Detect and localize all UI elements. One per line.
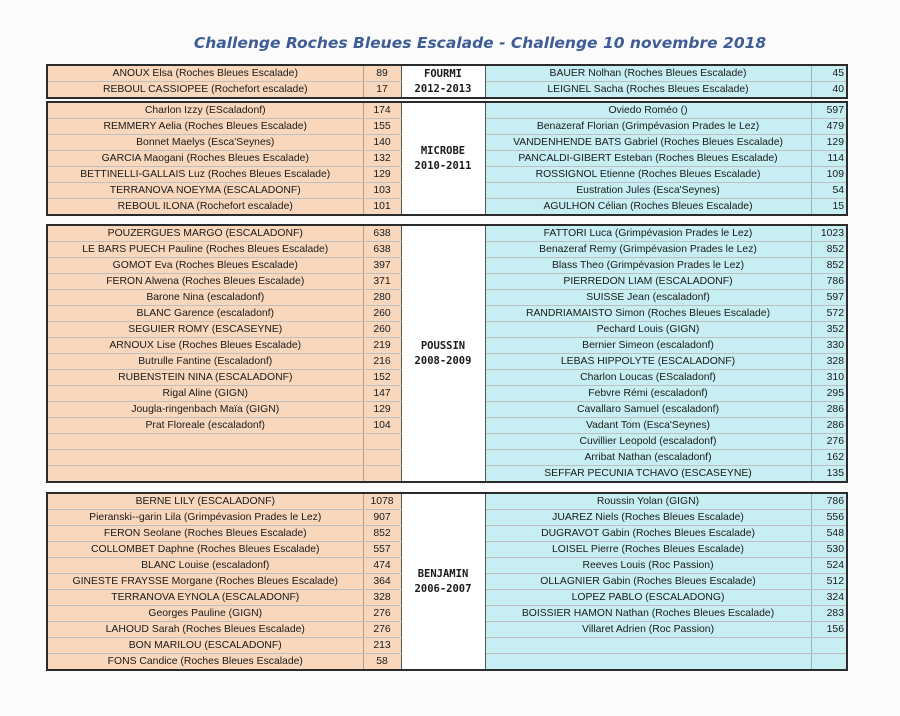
girl-score-cell: 474 (363, 558, 401, 574)
boy-name-cell: AGULHON Célian (Roches Bleues Escalade) (485, 199, 811, 216)
category-years: 2012-2013 (414, 82, 472, 95)
girl-name-cell: POUZERGUES MARGO (ESCALADONF) (47, 225, 363, 242)
girl-name-cell: Charlon Izzy (EScaladonf) (47, 102, 363, 119)
girl-name-cell (47, 434, 363, 450)
category-table-fourmi (46, 64, 848, 99)
girl-name-cell: Bonnet Maelys (Esca'Seynes) (47, 135, 363, 151)
category-name: FOURMI (424, 67, 462, 80)
category-label (401, 65, 485, 98)
boy-name-cell: BOISSIER HAMON Nathan (Roches Bleues Escalade) (485, 606, 811, 622)
girl-score-cell: 280 (363, 290, 401, 306)
girl-score-cell: 132 (363, 151, 401, 167)
girl-name-cell: FONS Candice (Roches Bleues Escalade) (47, 654, 363, 671)
girl-name-cell: Barone Nina (escaladonf) (47, 290, 363, 306)
category-label (401, 493, 485, 670)
boy-name-cell: Eustration Jules (Esca'Seynes) (485, 183, 811, 199)
girl-score-cell: 276 (363, 622, 401, 638)
boy-score-cell: 324 (811, 590, 847, 606)
girl-name-cell: LAHOUD Sarah (Roches Bleues Escalade) (47, 622, 363, 638)
boy-score-cell: 479 (811, 119, 847, 135)
girl-score-cell (363, 466, 401, 483)
girl-score-cell: 371 (363, 274, 401, 290)
girl-score-cell: 174 (363, 102, 401, 119)
girl-name-cell: Prat Floreale (escaladonf) (47, 418, 363, 434)
girl-score-cell: 155 (363, 119, 401, 135)
boy-score-cell: 54 (811, 183, 847, 199)
girl-name-cell: GINESTE FRAYSSE Morgane (Roches Bleues Escalade) (47, 574, 363, 590)
girl-score-cell: 219 (363, 338, 401, 354)
boy-name-cell: VANDENHENDE BATS Gabriel (Roches Bleues Escalade) (485, 135, 811, 151)
boy-score-cell: 524 (811, 558, 847, 574)
boy-name-cell: Vadant Tom (Esca'Seynes) (485, 418, 811, 434)
table-row (47, 493, 847, 510)
girl-name-cell: BLANC Louise (escaladonf) (47, 558, 363, 574)
girl-name-cell: GOMOT Eva (Roches Bleues Escalade) (47, 258, 363, 274)
category-years: 2008-2009 (414, 354, 472, 367)
category-table-microbe (46, 101, 848, 216)
category-table-benjamin (46, 492, 848, 671)
girl-name-cell: SEGUIER ROMY (ESCASEYNE) (47, 322, 363, 338)
boy-name-cell: ROSSIGNOL Etienne (Roches Bleues Escalade) (485, 167, 811, 183)
boy-score-cell: 109 (811, 167, 847, 183)
girl-score-cell: 103 (363, 183, 401, 199)
boy-score-cell: 310 (811, 370, 847, 386)
category-name: BENJAMIN (417, 567, 469, 580)
boy-score-cell: 286 (811, 418, 847, 434)
girl-name-cell: ANOUX Elsa (Roches Bleues Escalade) (47, 65, 363, 82)
girl-name-cell: RUBENSTEIN NINA (ESCALADONF) (47, 370, 363, 386)
boy-score-cell: 786 (811, 493, 847, 510)
girl-name-cell: GARCIA Maogani (Roches Bleues Escalade) (47, 151, 363, 167)
category-label (401, 225, 485, 482)
girl-score-cell: 328 (363, 590, 401, 606)
boy-score-cell: 597 (811, 102, 847, 119)
girl-score-cell: 104 (363, 418, 401, 434)
girl-score-cell: 852 (363, 526, 401, 542)
boy-score-cell: 556 (811, 510, 847, 526)
girl-score-cell: 101 (363, 199, 401, 216)
table-row (47, 65, 847, 82)
boy-name-cell: Cavallaro Samuel (escaladonf) (485, 402, 811, 418)
boy-score-cell: 283 (811, 606, 847, 622)
boy-name-cell (485, 654, 811, 671)
boy-score-cell: 135 (811, 466, 847, 483)
boy-score-cell: 40 (811, 82, 847, 99)
girl-score-cell: 89 (363, 65, 401, 82)
boy-name-cell: JUAREZ Niels (Roches Bleues Escalade) (485, 510, 811, 526)
girl-name-cell: BLANC Garence (escaladonf) (47, 306, 363, 322)
girl-name-cell: REBOUL CASSIOPEE (Rochefort escalade) (47, 82, 363, 99)
girl-score-cell: 216 (363, 354, 401, 370)
page-title: Challenge Roches Bleues Escalade - Challenge 10 novembre 2018 (193, 34, 767, 52)
girl-score-cell: 907 (363, 510, 401, 526)
girl-score-cell: 276 (363, 606, 401, 622)
girl-name-cell: REBOUL ILONA (Rochefort escalade) (47, 199, 363, 216)
category-name: MICROBE (420, 144, 466, 157)
girl-name-cell: FERON Seolane (Roches Bleues Escalade) (47, 526, 363, 542)
girl-name-cell: BON MARILOU (ESCALADONF) (47, 638, 363, 654)
girl-score-cell: 147 (363, 386, 401, 402)
boy-name-cell: Benazeraf Florian (Grimpévasion Prades le Lez) (485, 119, 811, 135)
boy-score-cell: 45 (811, 65, 847, 82)
boy-score-cell: 276 (811, 434, 847, 450)
girl-score-cell: 17 (363, 82, 401, 99)
girl-score-cell: 557 (363, 542, 401, 558)
girl-score-cell: 260 (363, 322, 401, 338)
category-label (401, 102, 485, 215)
table-row (47, 225, 847, 242)
boy-name-cell: PANCALDI-GIBERT Esteban (Roches Bleues Escalade) (485, 151, 811, 167)
boy-name-cell: Oviedo Roméo () (485, 102, 811, 119)
boy-name-cell: Arribat Nathan (escaladonf) (485, 450, 811, 466)
girl-name-cell: Rigal Aline (GIGN) (47, 386, 363, 402)
boy-name-cell: PIERREDON LIAM (ESCALADONF) (485, 274, 811, 290)
girl-name-cell: REMMERY Aelia (Roches Bleues Escalade) (47, 119, 363, 135)
boy-score-cell (811, 654, 847, 671)
boy-name-cell (485, 638, 811, 654)
boy-name-cell: BAUER Nolhan (Roches Bleues Escalade) (485, 65, 811, 82)
boy-name-cell: FATTORI Luca (Grimpévasion Prades le Lez) (485, 225, 811, 242)
boy-name-cell: Reeves Louis (Roc Passion) (485, 558, 811, 574)
boy-name-cell: Roussin Yolan (GIGN) (485, 493, 811, 510)
girl-name-cell (47, 450, 363, 466)
girl-score-cell: 129 (363, 167, 401, 183)
girl-score-cell: 129 (363, 402, 401, 418)
boy-name-cell: RANDRIAMAISTO Simon (Roches Bleues Escalade) (485, 306, 811, 322)
girl-name-cell: LE BARS PUECH Pauline (Roches Bleues Escalade) (47, 242, 363, 258)
boy-score-cell: 852 (811, 258, 847, 274)
girl-score-cell: 1078 (363, 493, 401, 510)
boy-score-cell: 512 (811, 574, 847, 590)
girl-score-cell: 638 (363, 225, 401, 242)
category-years: 2010-2011 (414, 159, 472, 172)
girl-name-cell: COLLOMBET Daphne (Roches Bleues Escalade) (47, 542, 363, 558)
girl-name-cell: FERON Alwena (Roches Bleues Escalade) (47, 274, 363, 290)
boy-score-cell: 597 (811, 290, 847, 306)
boy-name-cell: OLLAGNIER Gabin (Roches Bleues Escalade) (485, 574, 811, 590)
category-table-poussin (46, 224, 848, 483)
boy-name-cell: LEBAS HIPPOLYTE (ESCALADONF) (485, 354, 811, 370)
boy-score-cell: 530 (811, 542, 847, 558)
boy-score-cell: 286 (811, 402, 847, 418)
boy-name-cell: DUGRAVOT Gabin (Roches Bleues Escalade) (485, 526, 811, 542)
girl-name-cell: TERRANOVA NOEYMA (ESCALADONF) (47, 183, 363, 199)
boy-name-cell: Benazeraf Remy (Grimpévasion Prades le Lez) (485, 242, 811, 258)
girl-name-cell: Butrulle Fantine (Escaladonf) (47, 354, 363, 370)
boy-score-cell: 852 (811, 242, 847, 258)
girl-score-cell: 260 (363, 306, 401, 322)
boy-name-cell: Febvre Rémi (escaladonf) (485, 386, 811, 402)
boy-score-cell: 15 (811, 199, 847, 216)
boy-score-cell: 548 (811, 526, 847, 542)
girl-name-cell: Georges Pauline (GIGN) (47, 606, 363, 622)
girl-name-cell: BETTINELLI-GALLAIS Luz (Roches Bleues Escalade) (47, 167, 363, 183)
boy-score-cell: 1023 (811, 225, 847, 242)
boy-score-cell: 162 (811, 450, 847, 466)
category-name: POUSSIN (420, 339, 466, 352)
boy-name-cell: LOISEL Pierre (Roches Bleues Escalade) (485, 542, 811, 558)
girl-score-cell: 364 (363, 574, 401, 590)
girl-score-cell: 397 (363, 258, 401, 274)
boy-name-cell: LOPEZ PABLO (ESCALADONG) (485, 590, 811, 606)
boy-name-cell: Bernier Simeon (escaladonf) (485, 338, 811, 354)
boy-name-cell: Pechard Louis (GIGN) (485, 322, 811, 338)
boy-score-cell: 572 (811, 306, 847, 322)
boy-name-cell: SUISSE Jean (escaladonf) (485, 290, 811, 306)
girl-name-cell: ARNOUX Lise (Roches Bleues Escalade) (47, 338, 363, 354)
category-years: 2006-2007 (414, 582, 472, 595)
boy-score-cell (811, 638, 847, 654)
girl-name-cell: Pieranski--garin Lila (Grimpévasion Prades le Lez) (47, 510, 363, 526)
boy-score-cell: 352 (811, 322, 847, 338)
boy-name-cell: SEFFAR PECUNIA TCHAVO (ESCASEYNE) (485, 466, 811, 483)
boy-name-cell: Charlon Loucas (EScaladonf) (485, 370, 811, 386)
boy-name-cell: Blass Theo (Grimpévasion Prades le Lez) (485, 258, 811, 274)
girl-name-cell: TERRANOVA EYNOLA (ESCALADONF) (47, 590, 363, 606)
girl-name-cell: BERNE LILY (ESCALADONF) (47, 493, 363, 510)
girl-score-cell: 213 (363, 638, 401, 654)
girl-name-cell: Jougla-ringenbach Maïa (GIGN) (47, 402, 363, 418)
boy-name-cell: Villaret Adrien (Roc Passion) (485, 622, 811, 638)
girl-score-cell (363, 434, 401, 450)
boy-score-cell: 295 (811, 386, 847, 402)
boy-score-cell: 786 (811, 274, 847, 290)
girl-score-cell (363, 450, 401, 466)
boy-name-cell: LEIGNEL Sacha (Roches Bleues Escalade) (485, 82, 811, 99)
boy-score-cell: 156 (811, 622, 847, 638)
girl-score-cell: 58 (363, 654, 401, 671)
girl-score-cell: 638 (363, 242, 401, 258)
boy-name-cell: Cuvillier Leopold (escaladonf) (485, 434, 811, 450)
table-row (47, 102, 847, 119)
girl-name-cell (47, 466, 363, 483)
boy-score-cell: 330 (811, 338, 847, 354)
boy-score-cell: 328 (811, 354, 847, 370)
boy-score-cell: 129 (811, 135, 847, 151)
boy-score-cell: 114 (811, 151, 847, 167)
girl-score-cell: 140 (363, 135, 401, 151)
girl-score-cell: 152 (363, 370, 401, 386)
